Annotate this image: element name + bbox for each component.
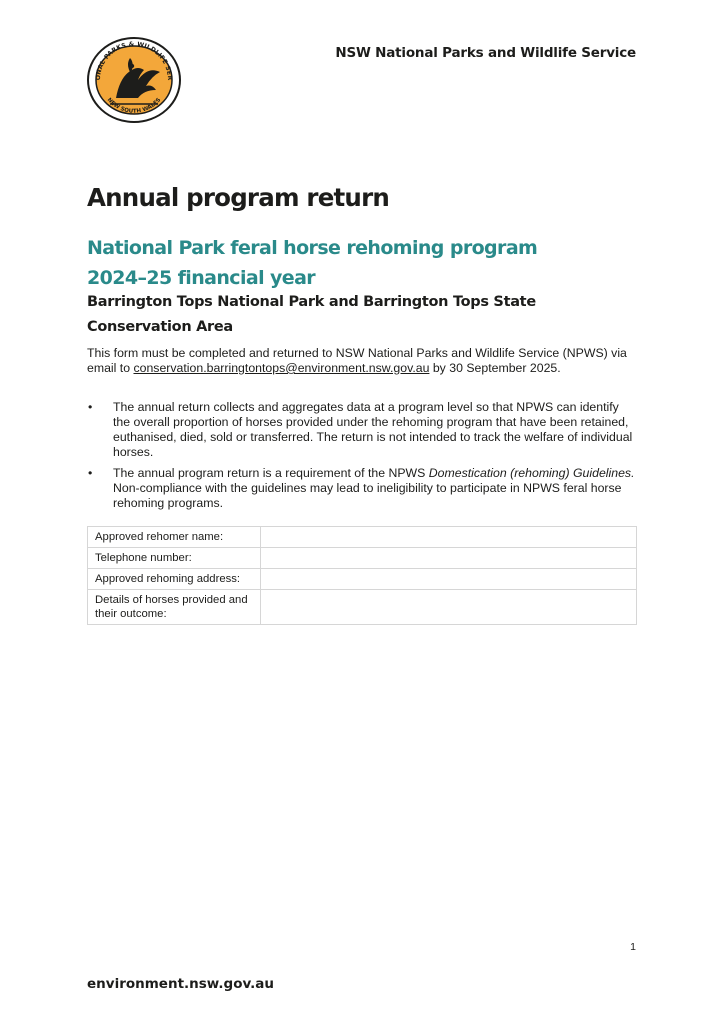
form-row-telephone <box>88 548 637 569</box>
org-name: NSW National Parks and Wildlife Service <box>335 45 636 61</box>
rehomer-name-field[interactable] <box>261 527 637 548</box>
bullet-dot: • <box>88 466 93 480</box>
program-subtitle <box>87 233 537 293</box>
guidelines-title: Domestication (rehoming) Guidelines. <box>428 466 635 480</box>
bullet-text-1: The annual return collects and aggregates data at a program level so that NPWS can identify the overall proportion of horses provided under the rehoming program that have been retained, euthanised, died, sold or transferred. The return is not intended to track the welfare of individual horses. <box>113 400 633 459</box>
bullet-text-2-after: Non-compliance with the guidelines may lead to ineligibility to participate in NPWS feral horse rehoming programs. <box>113 481 622 510</box>
svg-text:NATIONAL PARKS & WILDLIFE SERV: ONAL PARKS & WILDLIFE SER <box>94 40 174 81</box>
intro-text-before: This form must be completed and returned to NSW National Parks and Wildlife Service (NPWS) via email to <box>87 346 627 375</box>
bullet-text-2-before: The annual program return is a requirement of the NPWS <box>113 466 429 480</box>
form-label: Telephone number: <box>88 548 261 569</box>
subtitle-line-2: 2024–25 financial year <box>87 267 316 289</box>
address-field[interactable] <box>261 569 637 590</box>
horse-details-field[interactable] <box>261 590 637 625</box>
form-row-horse-details <box>88 590 637 625</box>
footer-website: environment.nsw.gov.au <box>87 976 275 992</box>
form-label: Approved rehoming address: <box>88 569 261 590</box>
email-link[interactable]: conservation.barringtontops@environment.nsw.gov.au <box>133 361 430 375</box>
telephone-field[interactable] <box>261 548 637 569</box>
npws-logo <box>86 36 182 124</box>
intro-text-after: by 30 September 2025. <box>429 361 561 375</box>
park-heading: Barrington Tops National Park and Barrington Tops State Conservation Area <box>87 294 536 335</box>
svg-text:NEW SOUTH WALES: NEW SOUTH WALES <box>105 97 163 115</box>
bullet-item-2 <box>87 466 635 511</box>
page-title: Annual program return <box>87 183 389 212</box>
page-number: 1 <box>630 941 636 953</box>
rehomer-details-form <box>87 526 637 625</box>
intro-paragraph <box>87 346 635 376</box>
bullet-item-1 <box>87 400 635 460</box>
subtitle-line-1: National Park feral horse rehoming program <box>87 237 538 259</box>
form-label: Approved rehomer name: <box>88 527 261 548</box>
form-label: Details of horses provided and their outcome: <box>88 590 261 625</box>
form-row-address <box>88 569 637 590</box>
bullet-dot: • <box>88 400 93 414</box>
info-bullets <box>87 400 635 517</box>
form-row-rehomer-name <box>88 527 637 548</box>
